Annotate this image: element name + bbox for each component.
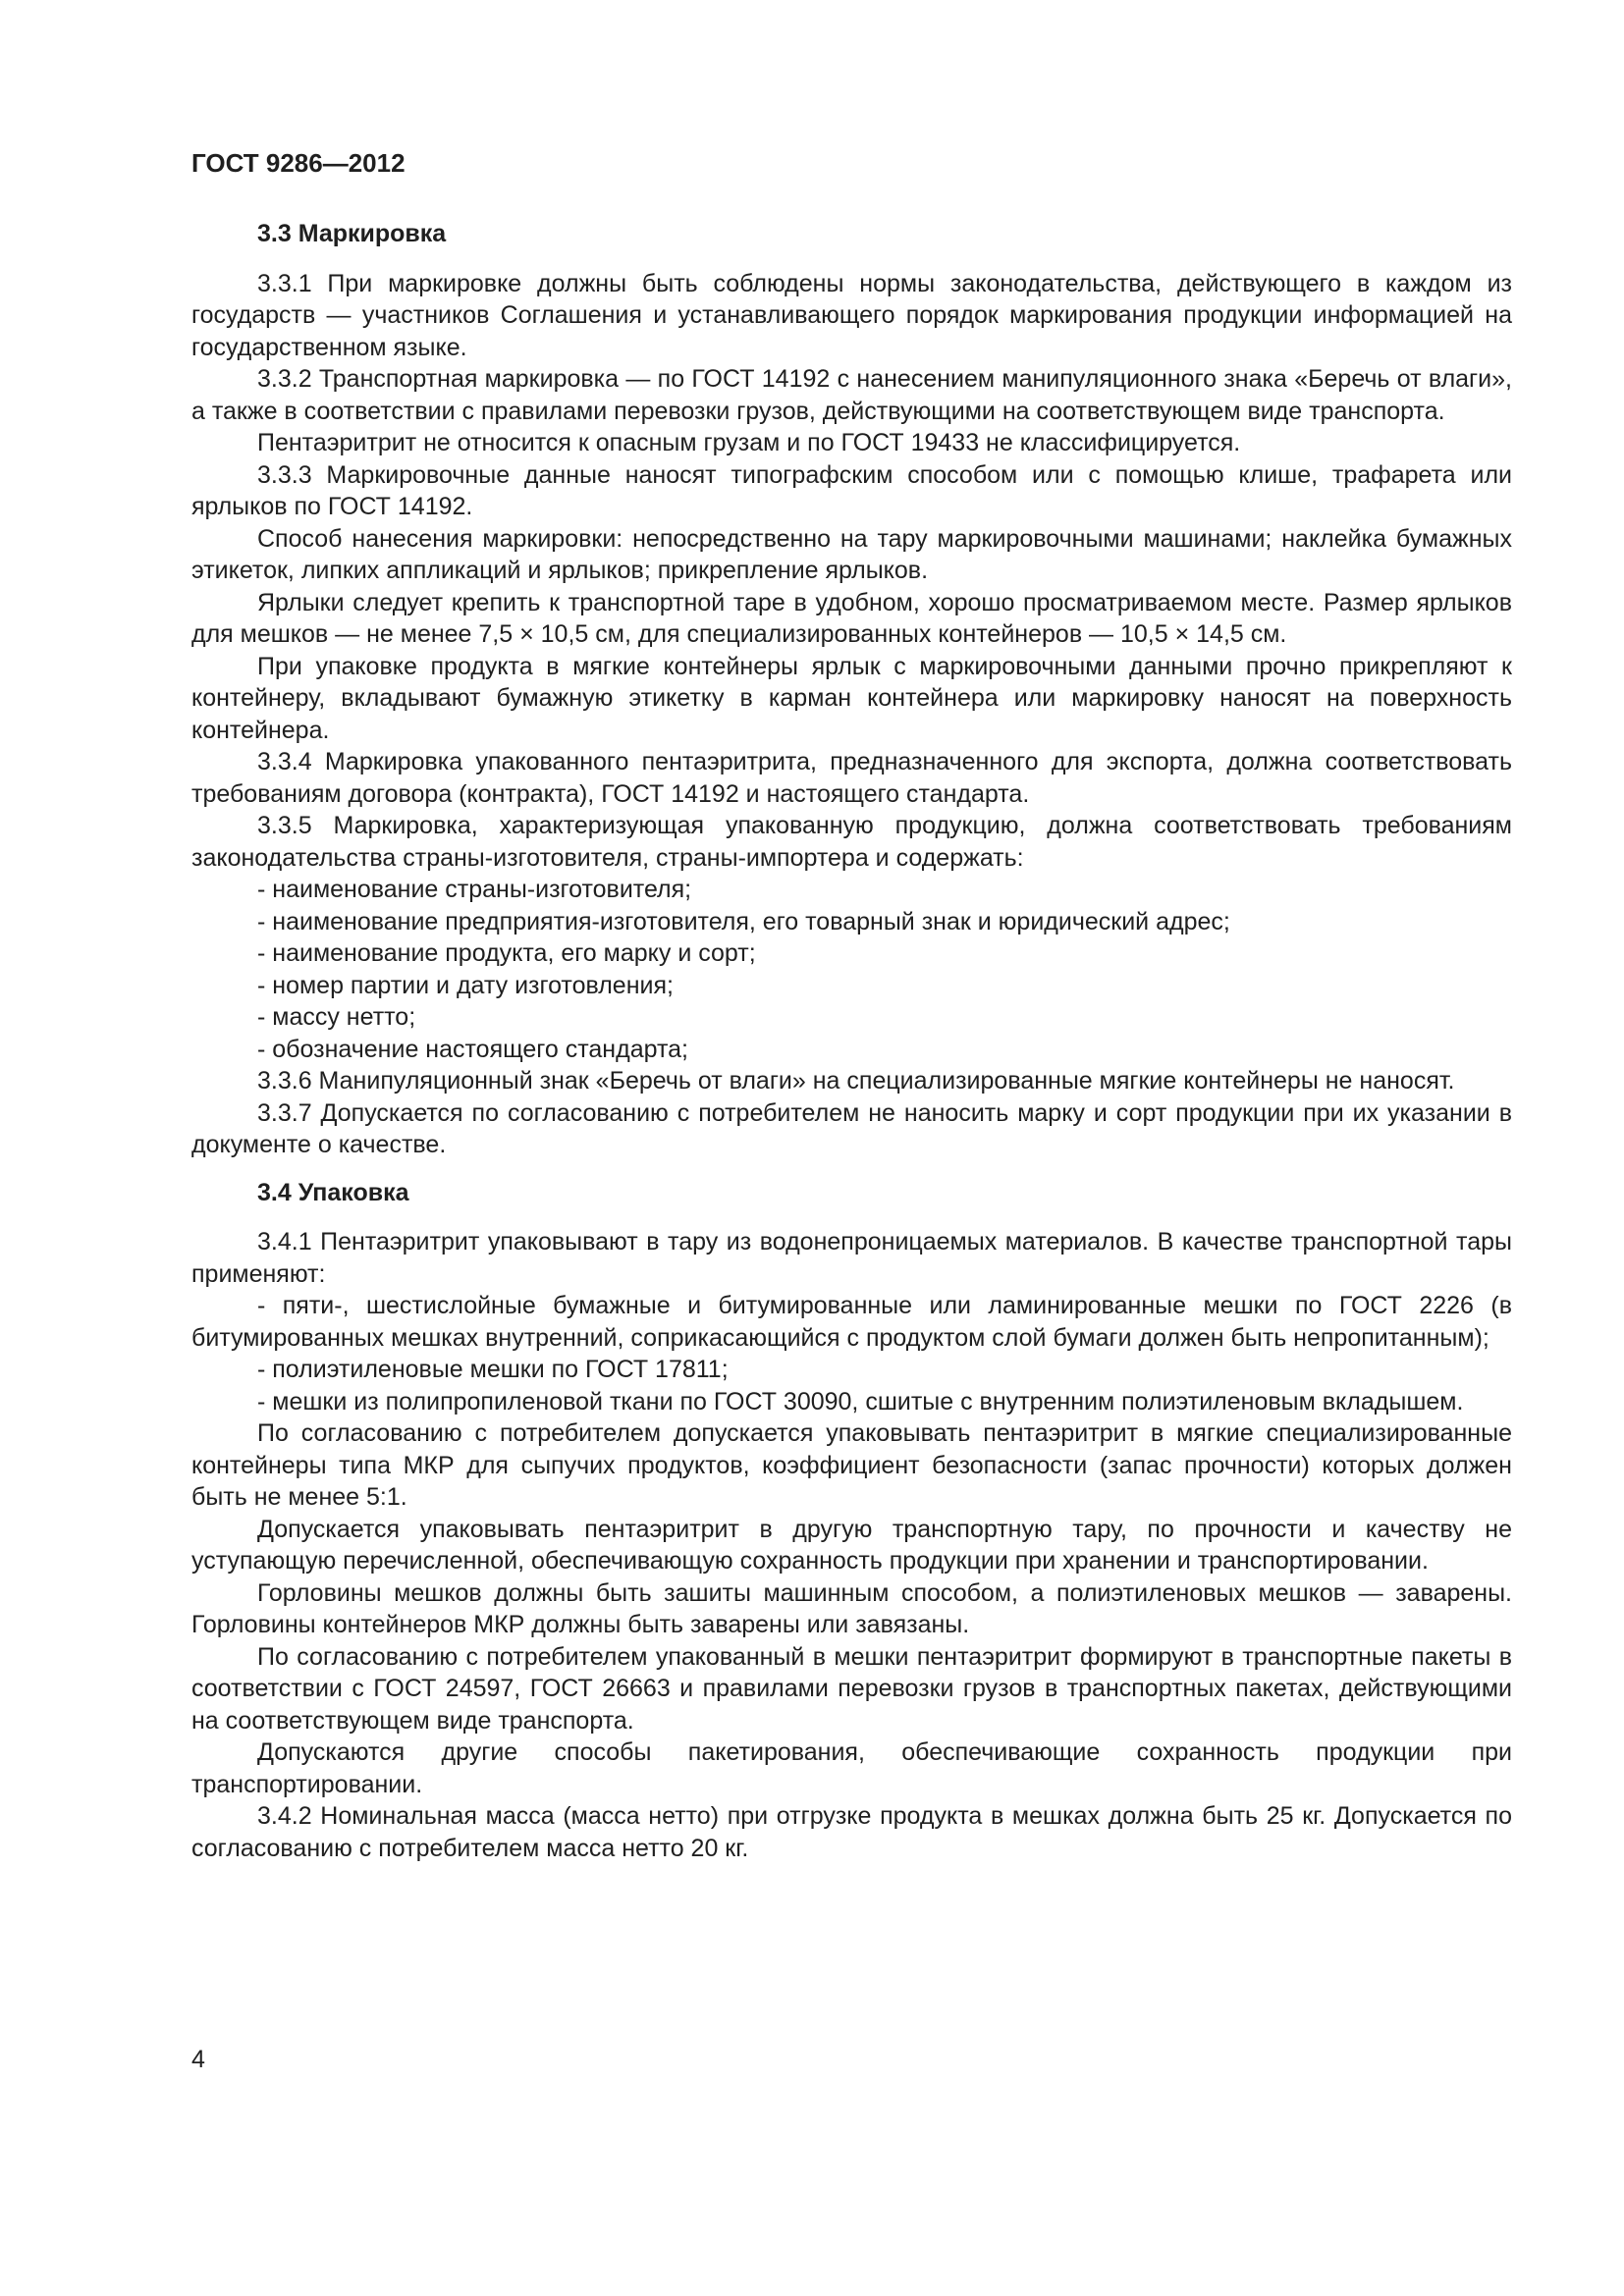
page-number: 4	[191, 2046, 205, 2073]
paragraph-3-3-6: 3.3.6 Манипуляционный знак «Беречь от влаги» на специализированные мягкие контейнеры не наносят.	[257, 1067, 1455, 1095]
list-item: - массу нетто;	[257, 1003, 416, 1031]
paragraph-3-4-2: 3.4.2 Номинальная масса (масса нетто) при отгрузке продукта в мешках должна быть 25 кг. Допускается по согласованию с потребителем масса нетто 20 кг.	[191, 1802, 1512, 1862]
list-item: - обозначение настоящего стандарта;	[257, 1035, 688, 1063]
paragraph-soft-containers: При упаковке продукта в мягкие контейнеры ярлык с маркировочными данными прочно прикрепляют к контейнеру, вкладывают бумажную этикетку в карман контейнера или маркировку наносят на поверхность контейнера.	[191, 652, 1512, 744]
paragraph-other-packeting: Допускаются другие способы пакетирования, обеспечивающие сохранность продукции при транспортировании.	[191, 1738, 1512, 1798]
paragraph-3-3-3: 3.3.3 Маркировочные данные наносят типографским способом или с помощью клише, трафарета или ярлыков по ГОСТ 14192.	[191, 460, 1512, 520]
paragraph-dangerous-goods: Пентаэритрит не относится к опасным грузам и по ГОСТ 19433 не классифицируется.	[257, 429, 1241, 456]
document-header: ГОСТ 9286—2012	[191, 148, 406, 178]
paragraph-3-3-2: 3.3.2 Транспортная маркировка — по ГОСТ 14192 с нанесением манипуляционного знака «Беречь от влаги», а также в соответствии с правилами перевозки грузов, действующими на соответствующем виде транспорта.	[191, 365, 1512, 425]
paragraph-transport-packets: По согласованию с потребителем упакованный в мешки пентаэритрит формируют в транспортные пакеты в соответствии с ГОСТ 24597, ГОСТ 26663 и правилами перевозки грузов в транспортных пакетах, действующими на соответствующем виде транспорта.	[191, 1642, 1512, 1735]
paragraph-paper-bags: - пяти-, шестислойные бумажные и битумированные или ламинированные мешки по ГОСТ 2226 (в битумированных мешках внутренний, соприкасающийся с продуктом слой бумаги должен быть непропитанным);	[191, 1292, 1512, 1352]
document-page	[191, 147, 1512, 1864]
paragraph-3-3-7: 3.3.7 Допускается по согласованию с потребителем не наносить марку и сорт продукции при их указании в документе о качестве.	[191, 1098, 1512, 1158]
paragraph-marking-method: Способ нанесения маркировки: непосредственно на тару маркировочными машинами; наклейка бумажных этикеток, липких аппликаций и ярлыков; прикрепление ярлыков.	[191, 524, 1512, 584]
paragraph-3-4-1: 3.4.1 Пентаэритрит упаковывают в тару из водонепроницаемых материалов. В качестве транспортной тары применяют:	[191, 1228, 1512, 1288]
list-item: - наименование страны-изготовителя;	[257, 876, 692, 903]
list-item: - номер партии и дату изготовления;	[257, 971, 674, 999]
section-3-3-title: 3.3 Маркировка	[257, 220, 447, 247]
paragraph-3-3-4: 3.3.4 Маркировка упакованного пентаэритрита, предназначенного для экспорта, должна соответствовать требованиям договора (контракта), ГОСТ 14192 и настоящего стандарта.	[191, 748, 1512, 808]
paragraph-3-3-1: 3.3.1 При маркировке должны быть соблюдены нормы законодательства, действующего в каждом из государств — участников Соглашения и устанавливающего порядок маркирования продукции информацией на государственном языке.	[191, 269, 1512, 361]
paragraph-mkr-containers: По согласованию с потребителем допускается упаковывать пентаэритрит в мягкие специализированные контейнеры типа МКР для сыпучих продуктов, коэффициент безопасности (запас прочности) которых должен быть не менее 5:1.	[191, 1419, 1512, 1511]
paragraph-other-packaging: Допускается упаковывать пентаэритрит в другую транспортную тару, по прочности и качеству не уступающую перечисленной, обеспечивающую сохранность продукции при хранении и транспортировании.	[191, 1515, 1512, 1575]
paragraph-labels: Ярлыки следует крепить к транспортной таре в удобном, хорошо просматриваемом месте. Размер ярлыков для мешков — не менее 7,5 × 10,5 см, для специализированных контейнеров — 10,5 × 14,5 см.	[191, 588, 1512, 648]
list-item: - наименование предприятия-изготовителя, его товарный знак и юридический адрес;	[257, 907, 1230, 935]
section-3-4-title: 3.4 Упаковка	[257, 1178, 409, 1206]
list-item: - наименование продукта, его марку и сорт;	[257, 939, 756, 967]
paragraph-polyethylene-bags: - полиэтиленовые мешки по ГОСТ 17811;	[257, 1356, 729, 1383]
marking-list	[191, 874, 1512, 1065]
paragraph-3-3-5: 3.3.5 Маркировка, характеризующая упакованную продукцию, должна соответствовать требованиям законодательства страны-изготовителя, страны-импортера и содержать:	[191, 812, 1512, 872]
paragraph-polypropylene-bags: - мешки из полипропиленовой ткани по ГОСТ 30090, сшитые с внутренним полиэтиленовым вкладышем.	[257, 1387, 1464, 1415]
paragraph-bag-necks: Горловины мешков должны быть зашиты машинным способом, а полиэтиленовых мешков — заварены. Горловины контейнеров МКР должны быть заварены или завязаны.	[191, 1578, 1512, 1638]
